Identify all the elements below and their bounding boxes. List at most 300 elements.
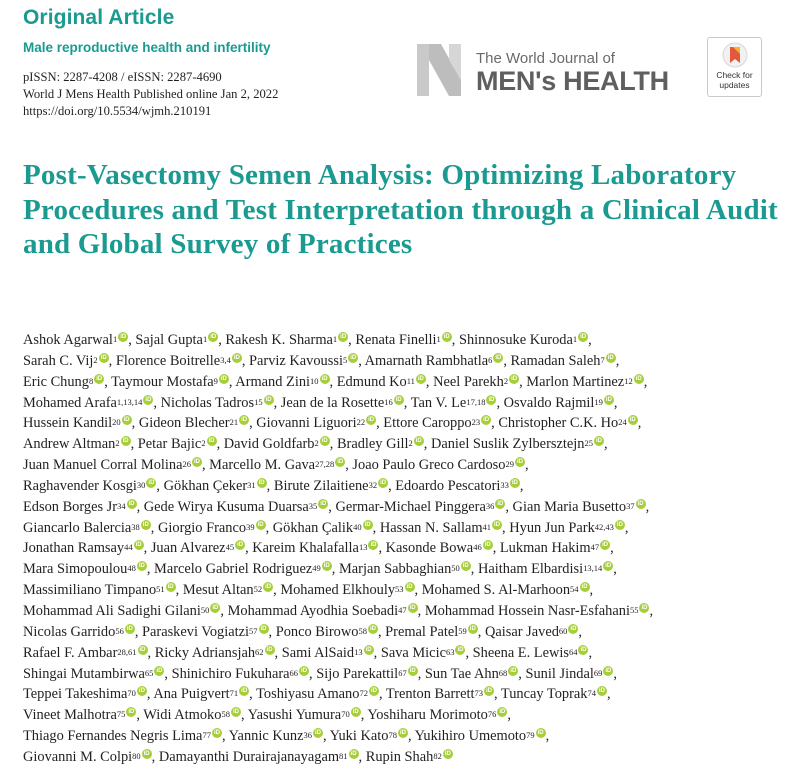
author-item: Germar-Michael Pinggera$^{36}$ iD ,: [335, 498, 513, 515]
author-item: Ponco Birowo$^{58}$ iD ,: [275, 623, 386, 640]
author-item: Giovanni Liguori$^{22}$ iD ,: [256, 415, 384, 432]
author-item: Mohamed Arafa$^{1,13,14}$ iD ,: [23, 394, 161, 411]
orcid-icon[interactable]: iD: [616, 521, 623, 528]
author-item: Shinnosuke Kuroda$^1$ iD ,: [458, 332, 592, 348]
orcid-icon[interactable]: iD: [128, 709, 135, 716]
affiliation-number: 12: [624, 375, 633, 386]
author-name: Jonathan Ramsay: [23, 540, 125, 557]
affiliation-number: 32: [368, 479, 378, 490]
orcid-icon[interactable]: iD: [409, 604, 416, 611]
orcid-icon[interactable]: iD: [350, 750, 357, 757]
author-item: Jean de la Rosette$^{16}$ iD ,: [280, 394, 411, 411]
orcid-icon[interactable]: iD: [323, 563, 330, 570]
orcid-icon[interactable]: iD: [602, 542, 609, 549]
affiliation-number: 57: [249, 625, 258, 636]
orcid-icon[interactable]: iD: [232, 709, 239, 716]
affiliation-number: 20: [112, 417, 121, 428]
author-name: Sajal Gupta: [135, 332, 203, 348]
author-item: Sarah C. Vij$^2$ iD ,: [23, 352, 116, 369]
author-item: Nicholas Tadros$^{15}$ iD ,: [160, 394, 281, 411]
affiliation-number: 19: [594, 396, 603, 407]
orcid-icon[interactable]: iD: [395, 396, 402, 403]
affiliation-number: 34: [117, 500, 126, 511]
orcid-icon[interactable]: iD: [494, 521, 501, 528]
orcid-icon[interactable]: iD: [265, 396, 272, 403]
affiliation-number: 51: [156, 584, 165, 595]
orcid-icon[interactable]: iD: [241, 417, 248, 424]
author-item: Taymour Mostafa$^9$ iD ,: [111, 373, 236, 390]
orcid-icon[interactable]: iD: [100, 354, 107, 361]
author-item: Premal Patel$^{59}$ iD ,: [385, 623, 485, 640]
author-name: Neel Parekh: [433, 373, 504, 390]
author-name: Premal Patel: [385, 623, 459, 640]
author-item: Haitham Elbardisi$^{13,14}$ iD ,: [477, 561, 617, 578]
affiliation-number: 11: [406, 375, 415, 386]
author-item: Birute Zilaitiene$^{32}$ iD ,: [273, 477, 396, 494]
author-item: Christopher C.K. Ho$^{24}$ iD ,: [498, 415, 642, 432]
author-item: Teppei Takeshima$^{70}$ iD ,: [23, 686, 154, 703]
orcid-icon[interactable]: iD: [138, 688, 145, 695]
author-name: David Goldfarb: [223, 436, 315, 453]
author-name: Damayanthi Durairajanayagam: [158, 748, 340, 765]
author-line: [23, 497, 793, 518]
author-name: Sijo Parekattil: [316, 665, 399, 682]
author-name: Ettore Caroppo: [383, 415, 472, 432]
affiliation-number: 27,28: [315, 459, 335, 470]
author-name: Mohammad Ayodhia Soebadi: [227, 602, 399, 619]
orcid-icon[interactable]: iD: [364, 521, 371, 528]
orcid-icon[interactable]: iD: [123, 417, 130, 424]
orcid-icon[interactable]: iD: [233, 354, 240, 361]
orcid-icon[interactable]: iD: [417, 375, 424, 382]
author-name: Marlon Martinez: [526, 373, 625, 390]
affiliation-number: 73: [474, 688, 483, 699]
affiliation-number: 59: [458, 625, 467, 636]
author-item: Juan Alvarez$^{45}$ iD ,: [150, 540, 253, 557]
affiliation-number: 74: [587, 688, 596, 699]
author-line: [23, 372, 793, 393]
orcid-icon[interactable]: iD: [193, 459, 200, 466]
affiliation-number: 1: [436, 334, 441, 344]
orcid-icon[interactable]: iD: [511, 479, 518, 486]
author-item: Ashok Agarwal$^1$ iD ,: [23, 332, 136, 348]
orcid-icon[interactable]: iD: [443, 334, 450, 340]
author-item: Raghavender Kosgi$^{30}$ iD ,: [23, 477, 164, 494]
author-name: Gian Maria Busetto: [512, 498, 627, 515]
author-item: Yuki Kato$^{78}$ iD ,: [329, 728, 415, 745]
orcid-icon[interactable]: iD: [135, 542, 142, 549]
orcid-icon[interactable]: iD: [321, 375, 328, 382]
author-name: Amarnath Rambhatla: [364, 352, 489, 369]
affiliation-number: 40: [353, 521, 362, 532]
check-for-updates-button[interactable]: [707, 37, 762, 97]
orcid-icon[interactable]: iD: [469, 625, 476, 632]
author-item: Marcelo Gabriel Rodriguez$^{49}$ iD ,: [154, 561, 339, 578]
orcid-icon[interactable]: iD: [241, 688, 248, 695]
author-name: Mohammad Hossein Nasr-Esfahani: [424, 602, 630, 619]
orcid-icon[interactable]: iD: [266, 646, 273, 653]
affiliation-number: 10: [310, 375, 319, 386]
orcid-icon[interactable]: iD: [265, 584, 272, 591]
orcid-icon[interactable]: iD: [484, 542, 491, 549]
affiliation-number: 13: [358, 542, 368, 553]
affiliation-number: 16: [384, 396, 393, 407]
orcid-icon[interactable]: iD: [128, 500, 135, 507]
author-name: Sheena E. Lewis: [472, 644, 569, 661]
author-name: Christopher C.K. Ho: [498, 415, 619, 432]
author-name: Tan V. Le: [410, 394, 467, 411]
affiliation-number: 2: [503, 375, 509, 386]
author-name: Armand Zini: [235, 373, 311, 390]
orcid-icon[interactable]: iD: [139, 646, 146, 653]
affiliation-number: 69: [593, 667, 603, 678]
orcid-icon[interactable]: iD: [369, 625, 376, 632]
author-name: Yannic Kunz: [228, 728, 304, 745]
orcid-icon[interactable]: iD: [138, 563, 145, 570]
affiliation-number: 58: [221, 709, 230, 720]
affiliation-number: 38: [131, 521, 140, 532]
article-title: Post-Vasectomy Semen Analysis: Optimizing Laboratory Procedures and Test Interpretation through a Clinical Audit and Global Survey of Practices: [23, 159, 778, 260]
orcid-icon[interactable]: iD: [444, 750, 451, 757]
orcid-icon[interactable]: iD: [415, 438, 422, 445]
author-line: [23, 684, 793, 705]
affiliation-number: 2: [201, 438, 206, 449]
orcid-icon[interactable]: iD: [637, 500, 644, 507]
author-item: Bradley Gill$^2$ iD ,: [336, 436, 431, 453]
author-name: Rakesh K. Sharma: [225, 332, 333, 348]
author-name: Yuki Kato: [329, 728, 389, 745]
author-name: Mohamed Elkhouly: [280, 582, 396, 599]
orcid-icon[interactable]: iD: [258, 479, 265, 486]
author-name: Daniel Suslik Zylbersztejn: [430, 436, 585, 453]
affiliation-number: 42,43: [594, 521, 614, 532]
author-name: Marcelo Gabriel Rodriguez: [154, 561, 313, 578]
affiliation-number: 37: [626, 500, 635, 511]
author-item: Amarnath Rambhatla$^6$ iD ,: [364, 352, 511, 369]
author-name: Nicolas Garrido: [23, 623, 116, 640]
orcid-icon[interactable]: iD: [581, 584, 588, 591]
orcid-icon[interactable]: iD: [495, 354, 502, 361]
orcid-icon[interactable]: iD: [641, 604, 648, 611]
orcid-icon[interactable]: iD: [96, 375, 103, 382]
author-name: Gede Wirya Kusuma Duarsa: [143, 498, 309, 515]
author-item: Gökhan Çalik$^{40}$ iD ,: [272, 519, 380, 536]
author-name: Shingai Mutambirwa: [23, 665, 145, 682]
orcid-icon[interactable]: iD: [260, 625, 267, 632]
author-name: Thiago Fernandes Negris Lima: [23, 728, 203, 745]
author-item: Massimiliano Timpano$^{51}$ iD ,: [23, 582, 183, 599]
author-name: Birute Zilaitiene: [273, 477, 369, 494]
author-item: Edmund Ko$^{11}$ iD ,: [336, 373, 434, 390]
orcid-icon[interactable]: iD: [213, 730, 220, 737]
author-name: Rafael F. Ambar: [23, 644, 118, 661]
orcid-icon[interactable]: iD: [167, 584, 174, 591]
author-name: Trenton Barrett: [385, 686, 475, 703]
author-name: Mohammad Ali Sadighi Gilani: [23, 602, 201, 619]
orcid-icon[interactable]: iD: [483, 417, 490, 424]
affiliation-number: 76: [487, 709, 497, 720]
author-item: Mesut Altan$^{52}$ iD ,: [182, 582, 281, 599]
author-name: Gökhan Çalik: [272, 519, 354, 536]
author-item: Sheena E. Lewis$^{64}$ iD ,: [472, 644, 593, 661]
orcid-icon[interactable]: iD: [457, 646, 464, 653]
affiliation-number: 47: [590, 542, 600, 553]
orcid-icon[interactable]: iD: [142, 521, 149, 528]
orcid-icon[interactable]: iD: [406, 584, 413, 591]
author-name: Germar-Michael Pinggera: [335, 498, 486, 515]
author-name: Mesut Altan: [182, 582, 254, 599]
author-line: [23, 476, 793, 497]
orcid-icon[interactable]: iD: [156, 667, 163, 674]
author-item: Renata Finelli$^1$ iD ,: [355, 332, 459, 348]
author-item: Marcello M. Gava$^{27,28}$ iD ,: [209, 457, 353, 474]
author-item: Sava Micic$^{63}$ iD ,: [380, 644, 473, 661]
author-name: Tuncay Toprak: [500, 686, 588, 703]
author-name: Florence Boitrelle: [115, 352, 221, 369]
affiliation-number: 80: [132, 750, 141, 761]
author-item: Yoshiharu Morimoto$^{76}$ iD ,: [367, 707, 511, 724]
orcid-icon[interactable]: iD: [635, 375, 642, 382]
author-item: Damayanthi Durairajanayagam$^{81}$ iD ,: [158, 748, 366, 765]
affiliation-number: 79: [526, 730, 535, 741]
journal-logo[interactable]: [415, 40, 707, 100]
affiliation-number: 9: [213, 375, 218, 386]
orcid-icon[interactable]: iD: [605, 563, 612, 570]
orcid-icon[interactable]: iD: [399, 730, 406, 737]
orcid-icon[interactable]: iD: [605, 396, 612, 403]
check-badge-line2: updates: [719, 80, 750, 90]
author-name: Joao Paulo Greco Cardoso: [352, 457, 506, 474]
author-name: Rupin Shah: [365, 748, 434, 765]
author-name: Giorgio Franco: [157, 519, 247, 536]
journal-mark-icon: [415, 40, 473, 100]
orcid-icon[interactable]: iD: [605, 667, 612, 674]
author-name: Mohamed S. Al-Marhoon: [421, 582, 571, 599]
orcid-icon[interactable]: iD: [368, 417, 375, 424]
author-name: Juan Manuel Corral Molina: [23, 457, 183, 474]
author-name: Mohamed Arafa: [23, 394, 117, 411]
author-name: Petar Bajic: [137, 436, 202, 453]
affiliation-number: 33: [500, 479, 509, 490]
orcid-icon[interactable]: iD: [380, 479, 387, 486]
author-item: Osvaldo Rajmil$^{19}$ iD ,: [503, 394, 618, 411]
orcid-icon[interactable]: iD: [220, 375, 227, 382]
affiliation-number: 1: [112, 334, 118, 344]
affiliation-number: 1: [572, 334, 578, 344]
author-item: Hyun Jun Park$^{42,43}$ iD ,: [509, 519, 629, 536]
affiliation-number: 56: [115, 625, 124, 636]
author-line: [23, 559, 793, 580]
author-name: Massimiliano Timpano: [23, 582, 157, 599]
orcid-icon[interactable]: iD: [629, 417, 636, 424]
orcid-icon[interactable]: iD: [352, 709, 359, 716]
author-name: Paraskevi Vogiatzi: [142, 623, 249, 640]
author-item: Joao Paulo Greco Cardoso$^{29}$ iD ,: [352, 457, 529, 474]
orcid-icon[interactable]: iD: [409, 667, 416, 674]
affiliation-number: 50: [451, 563, 460, 574]
orcid-icon[interactable]: iD: [210, 334, 217, 340]
author-item: Armand Zini$^{10}$ iD ,: [235, 373, 337, 390]
article-type: Original Article: [23, 6, 175, 29]
orcid-icon[interactable]: iD: [145, 396, 152, 403]
orcid-icon[interactable]: iD: [143, 750, 150, 757]
orcid-icon[interactable]: iD: [488, 396, 495, 403]
orcid-icon[interactable]: iD: [321, 438, 328, 445]
affiliation-number: 5: [342, 354, 348, 365]
orcid-icon[interactable]: iD: [485, 688, 492, 695]
affiliation-number: 67: [398, 667, 407, 678]
orcid-icon[interactable]: iD: [237, 542, 244, 549]
orcid-icon[interactable]: iD: [126, 625, 133, 632]
author-name: Sunil Jindal: [525, 665, 594, 682]
affiliation-number: 64: [568, 646, 578, 657]
author-item: Thiago Fernandes Negris Lima$^{77}$ iD ,: [23, 728, 229, 745]
author-line: [23, 580, 793, 601]
affiliation-number: 58: [358, 625, 367, 636]
author-name: Kasonde Bowa: [385, 540, 474, 557]
affiliation-number: 65: [144, 667, 154, 678]
author-item: Mohamed Elkhouly$^{53}$ iD ,: [280, 582, 422, 599]
author-name: Hussein Kandil: [23, 415, 113, 432]
author-name: Lukman Hakim: [499, 540, 591, 557]
author-item: Qaisar Javed$^{60}$ iD ,: [485, 623, 583, 640]
author-item: Nicolas Garrido$^{56}$ iD ,: [23, 623, 143, 640]
affiliation-number: 8: [88, 375, 94, 386]
affiliation-number: 1,13,14: [116, 396, 143, 407]
affiliation-number: 70: [341, 709, 350, 720]
affiliation-number: 70: [127, 688, 136, 699]
author-item: Mohammad Ayodhia Soebadi$^{47}$ iD ,: [227, 602, 425, 619]
author-line: [23, 330, 793, 351]
affiliation-number: 71: [229, 688, 239, 699]
orcid-icon[interactable]: iD: [122, 438, 129, 445]
affiliation-number: 26: [182, 459, 191, 470]
orcid-icon[interactable]: iD: [257, 521, 264, 528]
affiliation-number: 30: [136, 479, 146, 490]
orcid-icon[interactable]: iD: [212, 604, 219, 611]
orcid-icon[interactable]: iD: [120, 334, 127, 340]
orcid-icon[interactable]: iD: [208, 438, 215, 445]
author-item: Giorgio Franco$^{39}$ iD ,: [157, 519, 273, 536]
doi-link[interactable]: https://doi.org/10.5534/wjmh.210191: [23, 104, 212, 118]
author-name: Gökhan Çeker: [163, 477, 248, 494]
affiliation-number: 2: [115, 438, 120, 449]
author-line: [23, 622, 793, 643]
author-name: Sami AlSaid: [281, 644, 355, 661]
author-line: [23, 518, 793, 539]
orcid-icon[interactable]: iD: [301, 667, 308, 674]
affiliation-number: 1: [202, 334, 208, 344]
author-line: [23, 664, 793, 685]
orcid-icon[interactable]: iD: [350, 354, 357, 361]
affiliation-number: 52: [253, 584, 263, 595]
orcid-icon[interactable]: iD: [370, 542, 377, 549]
affiliation-number: 2: [314, 438, 319, 449]
affiliation-number: 46: [473, 542, 482, 553]
author-item: Marjan Sabbaghian$^{50}$ iD ,: [338, 561, 478, 578]
author-item: Sunil Jindal$^{69}$ iD ,: [525, 665, 617, 682]
issn-line: pISSN: 2287-4208 / eISSN: 2287-4690: [23, 70, 222, 84]
orcid-icon[interactable]: iD: [607, 354, 614, 361]
orcid-icon[interactable]: iD: [580, 334, 587, 340]
affiliation-number: 53: [395, 584, 404, 595]
affiliation-number: 81: [339, 750, 348, 761]
affiliation-number: 55: [629, 604, 639, 615]
orcid-icon[interactable]: iD: [510, 667, 517, 674]
orcid-icon[interactable]: iD: [499, 709, 506, 716]
author-item: Mohammad Hossein Nasr-Esfahani$^{55}$ iD ,: [424, 602, 654, 619]
orcid-icon[interactable]: iD: [595, 438, 602, 445]
author-item: Edoardo Pescatori$^{33}$ iD ,: [395, 477, 524, 494]
orcid-icon[interactable]: iD: [365, 646, 372, 653]
author-line: [23, 538, 793, 559]
affiliation-number: 31: [247, 479, 256, 490]
affiliation-number: 47: [398, 604, 407, 615]
author-item: Mohamed S. Al-Marhoon$^{54}$ iD ,: [421, 582, 594, 599]
affiliation-number: 25: [584, 438, 593, 449]
orcid-icon[interactable]: iD: [511, 375, 518, 382]
affiliation-number: 77: [202, 730, 211, 741]
affiliation-number: 2: [408, 438, 413, 449]
affiliation-number: 36: [485, 500, 495, 511]
author-item: Neel Parekh$^2$ iD ,: [433, 373, 527, 390]
affiliation-number: 7: [600, 354, 605, 365]
orcid-icon[interactable]: iD: [598, 688, 605, 695]
affiliation-number: 82: [433, 750, 442, 761]
orcid-icon[interactable]: iD: [570, 625, 577, 632]
affiliation-number: 23: [471, 417, 481, 428]
orcid-icon[interactable]: iD: [462, 563, 469, 570]
author-name: Gideon Blecher: [138, 415, 230, 432]
affiliation-number: 1: [332, 334, 338, 344]
author-item: Ramadan Saleh$^7$ iD ,: [510, 352, 620, 369]
author-item: Marlon Martinez$^{12}$ iD ,: [526, 373, 648, 390]
orcid-icon[interactable]: iD: [340, 334, 347, 340]
affiliation-number: 35: [308, 500, 318, 511]
orcid-icon[interactable]: iD: [537, 730, 544, 737]
orcid-icon[interactable]: iD: [497, 500, 504, 507]
affiliation-number: 48: [127, 563, 136, 574]
author-name: Yoshiharu Morimoto: [367, 707, 488, 724]
author-item: Hussein Kandil$^{20}$ iD ,: [23, 415, 139, 432]
author-item: Rakesh K. Sharma$^1$ iD ,: [225, 332, 356, 348]
author-name: Hassan N. Sallam: [379, 519, 483, 536]
orcid-icon[interactable]: iD: [337, 459, 344, 466]
orcid-icon[interactable]: iD: [580, 646, 587, 653]
author-name: Edoardo Pescatori: [395, 477, 501, 494]
affiliation-number: 36: [303, 730, 312, 741]
orcid-icon[interactable]: iD: [370, 688, 377, 695]
orcid-icon[interactable]: iD: [315, 730, 321, 737]
author-name: Vineet Malhotra: [23, 707, 117, 724]
author-item: Sun Tae Ahn$^{68}$ iD ,: [424, 665, 526, 682]
author-item: Mohammad Ali Sadighi Gilani$^{50}$ iD ,: [23, 602, 228, 619]
orcid-icon[interactable]: iD: [516, 459, 523, 466]
affiliation-number: 13,14: [583, 563, 603, 574]
author-name: Osvaldo Rajmil: [503, 394, 595, 411]
author-line: [23, 455, 793, 476]
author-name: Sun Tae Ahn: [424, 665, 499, 682]
author-name: Raghavender Kosgi: [23, 477, 137, 494]
author-item: Mara Simopoulou$^{48}$ iD ,: [23, 561, 155, 578]
orcid-icon[interactable]: iD: [320, 500, 327, 507]
affiliation-number: 24: [618, 417, 627, 428]
author-item: Yannic Kunz$^{36}$ iD ,: [228, 728, 330, 745]
author-item: Florence Boitrelle$^{3,4}$ iD ,: [115, 352, 250, 369]
author-name: Hyun Jun Park: [509, 519, 595, 536]
orcid-icon[interactable]: iD: [148, 479, 155, 486]
author-item: Toshiyasu Amano$^{72}$ iD ,: [256, 686, 386, 703]
